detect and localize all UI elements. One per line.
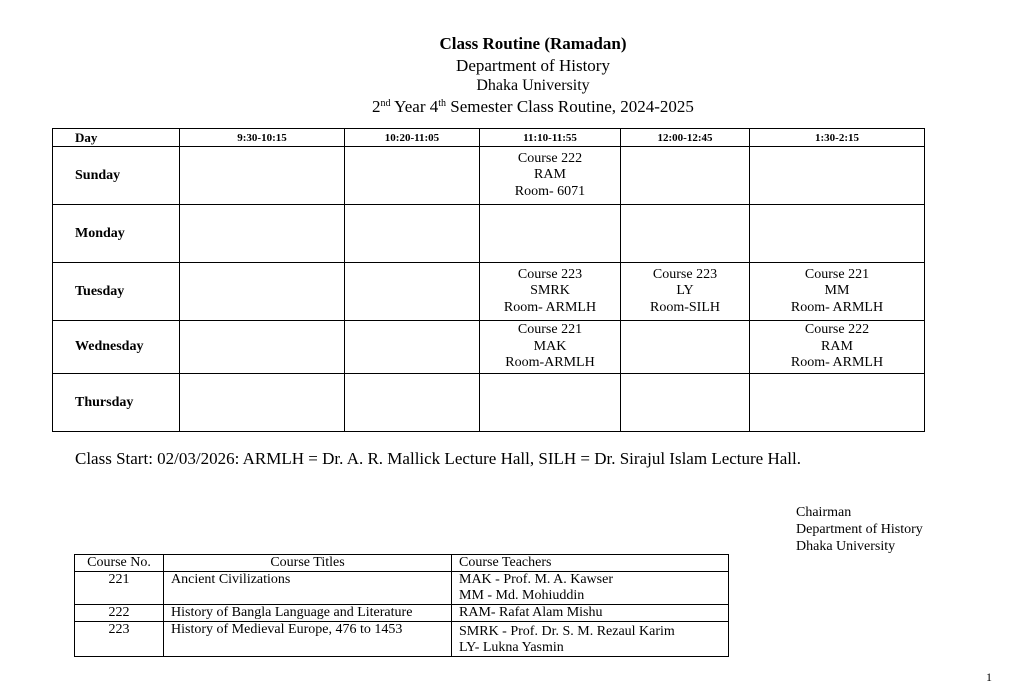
page-number: 1	[986, 670, 992, 684]
routine-title: Class Routine (Ramadan)	[439, 34, 627, 53]
class-slot-cell	[345, 147, 480, 205]
course-title-header: Course Titles	[164, 555, 452, 572]
course-teachers	[452, 572, 729, 605]
teacher-initials: MM	[824, 283, 850, 299]
slot-header: 11:10-11:55	[480, 129, 621, 147]
course-no-header: Course No.	[75, 555, 164, 572]
course-number: 223	[75, 622, 164, 657]
course-code: Course 223	[652, 266, 718, 282]
room-label: Room- ARMLH	[790, 355, 884, 371]
class-slot-cell	[750, 263, 925, 321]
teacher-name: SMRK - Prof. Dr. S. M. Rezaul Karim	[459, 624, 675, 639]
class-slot-cell	[480, 374, 621, 432]
routine-table	[52, 128, 925, 432]
course-code: Course 221	[804, 266, 870, 282]
course-teachers	[452, 622, 729, 657]
class-slot-cell	[621, 147, 750, 205]
class-slot-cell	[345, 321, 480, 374]
class-slot-cell	[480, 263, 621, 321]
class-slot-cell	[621, 374, 750, 432]
day-label: Sunday	[53, 147, 180, 205]
class-slot-cell	[750, 205, 925, 263]
routine-row	[53, 263, 925, 321]
course-code: Course 221	[517, 322, 583, 338]
department-name: Department of History	[456, 56, 610, 75]
room-label: Room-SILH	[650, 299, 720, 315]
room-label: Room-ARMLH	[505, 355, 595, 371]
chairman-signature-block	[796, 504, 923, 555]
class-slot-cell	[180, 263, 345, 321]
semester-line: 2nd Year 4th Semester Class Routine, 2024-2025	[372, 97, 694, 116]
class-slot-cell	[180, 321, 345, 374]
signature-department: Department of History	[796, 522, 923, 537]
teacher-initials: SMRK	[530, 283, 570, 299]
course-title: Ancient Civilizations	[164, 572, 452, 605]
routine-row	[53, 321, 925, 374]
day-label: Tuesday	[53, 263, 180, 321]
routine-row	[53, 205, 925, 263]
class-slot-cell	[180, 147, 345, 205]
class-slot-cell	[345, 374, 480, 432]
class-slot-cell	[621, 321, 750, 374]
room-label: Room- 6071	[514, 183, 586, 199]
routine-row	[53, 147, 925, 205]
teacher-name: MAK - Prof. M. A. Kawser	[459, 572, 613, 587]
class-slot-cell	[345, 263, 480, 321]
class-slot-cell	[480, 147, 621, 205]
room-label: Room- ARMLH	[503, 299, 597, 315]
teacher-name: MM - Md. Mohiuddin	[459, 588, 585, 603]
class-slot-cell	[750, 321, 925, 374]
class-slot-cell	[480, 321, 621, 374]
course-code: Course 222	[804, 322, 870, 338]
class-slot-cell	[180, 205, 345, 263]
course-number: 222	[75, 605, 164, 622]
class-slot-cell	[621, 205, 750, 263]
course-code: Course 223	[517, 266, 583, 282]
slot-header: 9:30-10:15	[180, 129, 345, 147]
teacher-initials: RAM	[821, 338, 853, 354]
course-teachers-header: Course Teachers	[452, 555, 729, 572]
course-title: History of Bangla Language and Literature	[164, 605, 452, 622]
signature-university: Dhaka University	[796, 539, 896, 554]
slot-header: 12:00-12:45	[621, 129, 750, 147]
course-teachers	[452, 605, 729, 622]
class-slot-cell	[621, 263, 750, 321]
class-slot-cell	[750, 147, 925, 205]
day-label: Wednesday	[53, 321, 180, 374]
signature-title: Chairman	[796, 505, 852, 520]
day-column-header: Day	[53, 129, 180, 147]
routine-row	[53, 374, 925, 432]
day-label: Thursday	[53, 374, 180, 432]
document-header	[0, 33, 1020, 118]
class-slot-cell	[345, 205, 480, 263]
routine-header-row	[53, 129, 925, 147]
teacher-initials: MAK	[533, 338, 567, 354]
slot-header: 10:20-11:05	[345, 129, 480, 147]
teacher-name: LY- Lukna Yasmin	[459, 640, 564, 655]
class-start-note: Class Start: 02/03/2026: ARMLH = Dr. A. R. Mallick Lecture Hall, SILH = Dr. Sirajul Islam Lecture Hall.	[75, 449, 801, 468]
teacher-initials: LY	[676, 283, 694, 299]
teacher-name: RAM- Rafat Alam Mishu	[459, 605, 603, 620]
class-slot-cell	[750, 374, 925, 432]
class-slot-cell	[180, 374, 345, 432]
course-row	[75, 622, 729, 657]
course-header-row	[75, 555, 729, 572]
room-label: Room- ARMLH	[790, 299, 884, 315]
course-table	[74, 554, 729, 657]
teacher-initials: RAM	[534, 167, 566, 183]
class-slot-cell	[480, 205, 621, 263]
course-title: History of Medieval Europe, 476 to 1453	[164, 622, 452, 657]
day-label: Monday	[53, 205, 180, 263]
course-row	[75, 572, 729, 605]
slot-header: 1:30-2:15	[750, 129, 925, 147]
course-number: 221	[75, 572, 164, 605]
course-code: Course 222	[517, 150, 583, 166]
university-name: Dhaka University	[476, 77, 590, 94]
course-row	[75, 605, 729, 622]
